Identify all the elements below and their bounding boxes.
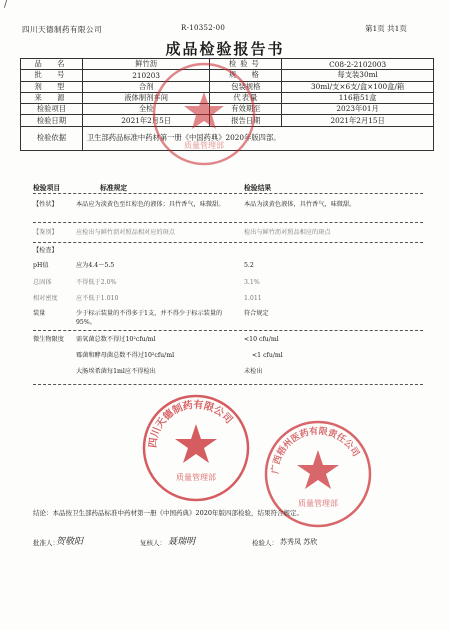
info-label: 检验号 (210, 59, 282, 70)
reviewer-signature: 聂瑞明 (168, 537, 196, 547)
company-seal-stamp (140, 392, 252, 504)
document-number: R-10352-00 (181, 24, 226, 32)
page-title: 成品检验报告书 (165, 40, 285, 58)
conclusion: 结论：本品按卫生部药品标准中药材第一册《中国药典》2020年版四部检验，结果符合规定。 (33, 509, 304, 517)
info-label: 有效期至 (210, 104, 282, 115)
divider (33, 330, 423, 331)
check-item: 相对密度 (33, 295, 58, 302)
info-value: 全检 (82, 104, 210, 115)
micro-result: <10 cfu/ml (244, 336, 279, 343)
check-result: 符合规定 (244, 310, 269, 317)
info-value: 116箱51盒 (282, 92, 434, 103)
info-label: 检验项目 (21, 104, 83, 115)
micro-result: 未检出 (244, 368, 263, 375)
company-name: 四川天德制药有限公司 (22, 25, 102, 34)
header-result: 检验结果 (244, 184, 272, 192)
check-standard: 少于标示装量的不得多于1支，并不得少于标示装量的95%。 (76, 310, 223, 326)
divider (33, 222, 423, 223)
info-label: 检验日期 (21, 115, 83, 126)
identify-result: 检出与鲜竹沥对照品相应的斑点 (244, 229, 331, 236)
micro-standard: 需氧菌总数不得过10²cfu/ml (76, 336, 156, 343)
info-value: 鲜竹沥 (82, 59, 210, 70)
basis-label: 检验依据 (21, 126, 83, 150)
info-value: C08-2-2102003 (282, 59, 434, 70)
info-value: 2021年2月5日 (82, 115, 210, 126)
check-heading: 【检查】 (33, 247, 58, 254)
basis-value: 卫生部药品标准中药材第一册《中国药典》2020年版四部。 (82, 126, 433, 150)
info-value: 液体制剂车间 (82, 92, 210, 103)
info-value: 2023年01月 (282, 104, 434, 115)
check-result: 1.011 (244, 295, 262, 302)
header-standard: 标准规定 (100, 184, 128, 192)
info-value: 每支装30ml (282, 70, 434, 81)
divider (33, 384, 423, 385)
page-info: 第1页 共1页 (365, 24, 407, 33)
micro-standard: 大肠埃希菌每1ml应不得检出 (76, 368, 156, 375)
header-item: 检验项目 (33, 184, 61, 192)
info-label: 剂 型 (21, 81, 83, 92)
divider (33, 242, 423, 243)
check-standard: 不得低于2.0% (76, 279, 117, 286)
reviewer-label: 复核人： (140, 539, 166, 547)
micro-result: <1 cfu/ml (252, 352, 283, 359)
info-label: 来 源 (21, 92, 83, 103)
corner-mark: / (4, 0, 8, 10)
info-label: 品 名 (21, 59, 83, 70)
character-standard: 本品应为淡黄色至红棕色的液体；具竹香气，味微甜。 (76, 201, 225, 208)
info-value: 30ml/支×6支/盒×100盒/箱 (282, 81, 434, 92)
micro-standard: 霉菌和酵母菌总数不得过10²cfu/ml (76, 352, 175, 359)
left-stamp-text: 四川天德制药有限公司 (147, 399, 235, 449)
check-result: 3.1% (244, 279, 260, 286)
inspector-label: 检验人： (252, 539, 278, 547)
micro-item: 微生物限度 (33, 336, 64, 343)
info-label: 批 号 (21, 70, 83, 81)
right-stamp-text: 广西梧州医药有限责任公司 (270, 426, 361, 475)
check-item: 总固体 (33, 279, 52, 286)
top-stamp-text: 质量管理部 (184, 141, 224, 150)
check-standard: 应不低于1.010 (76, 295, 119, 302)
info-value: 2021年2月15日 (282, 115, 434, 126)
check-standard: 应为4.4～5.5 (76, 262, 115, 269)
info-value: 210203 (82, 70, 210, 81)
check-result: 5.2 (244, 262, 254, 269)
right-stamp-sub: 质量管理部 (298, 499, 338, 508)
identify-item: 【鉴别】 (33, 229, 58, 236)
check-item: 装量 (33, 310, 46, 317)
approver-signature: 贺敬阳 (56, 537, 84, 547)
top-seal-stamp (148, 58, 260, 170)
inspector-signature: 苏秀凤 苏欣 (280, 538, 318, 546)
check-item: pH值 (33, 262, 49, 269)
info-value: 合剂 (82, 81, 210, 92)
info-label: 报告日期 (210, 115, 282, 126)
info-label: 规 格 (210, 70, 282, 81)
info-label: 包装规格 (210, 81, 282, 92)
left-stamp-sub: 质量管理部 (176, 473, 216, 482)
character-item: 【性状】 (33, 201, 58, 208)
approver-label: 批准人： (33, 539, 59, 547)
divider (33, 193, 423, 194)
character-result: 本品为淡黄色液体，具竹香气，味微甜。 (244, 201, 356, 208)
info-label: 代表量 (210, 92, 282, 103)
identify-standard: 应检出与鲜竹沥对照品相对应的斑点 (76, 229, 175, 236)
